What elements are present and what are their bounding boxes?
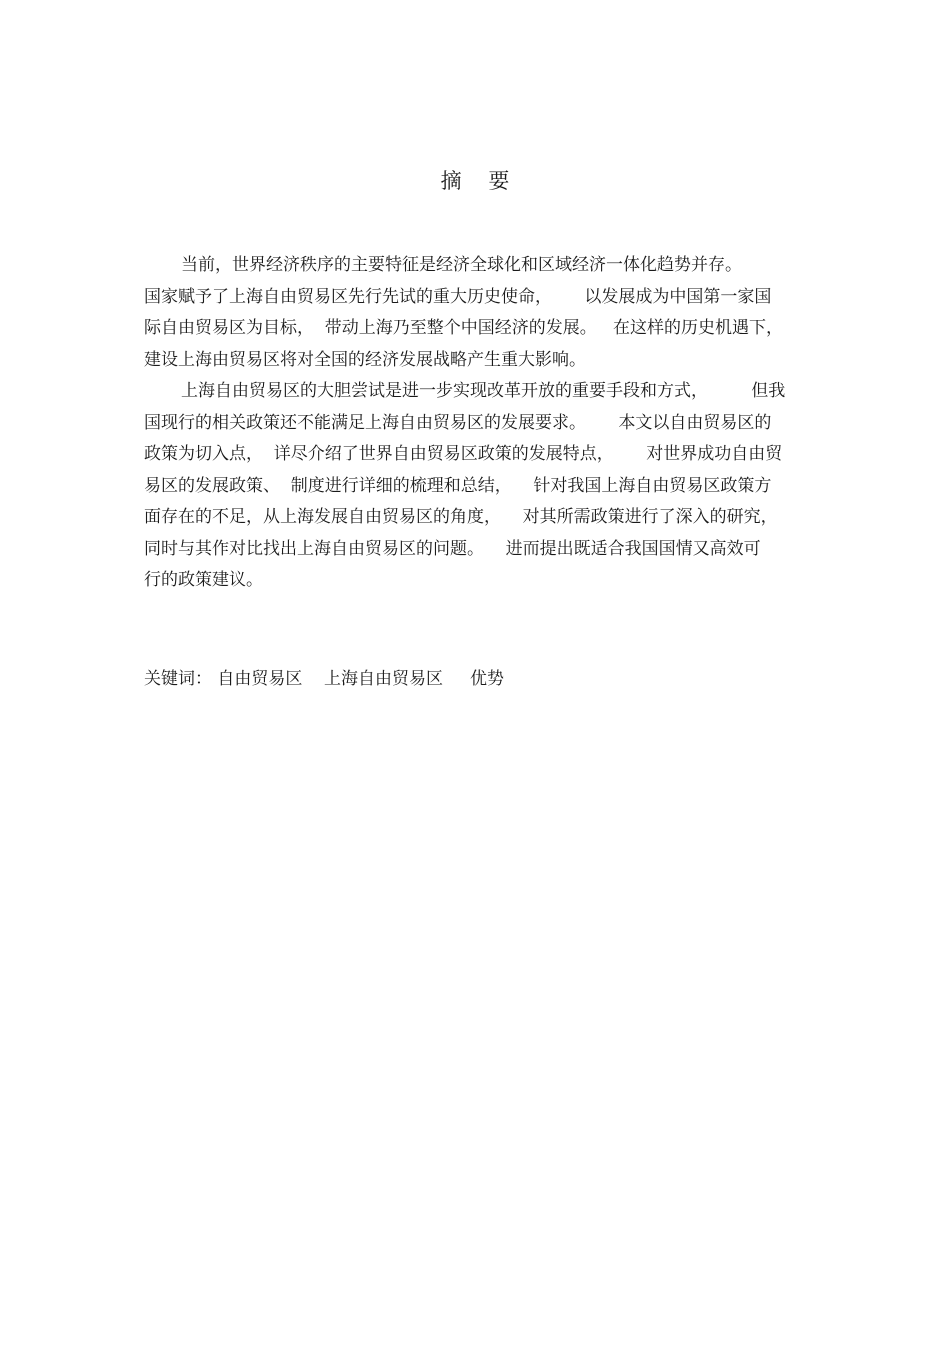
- text-line: 当前，世界经济秩序的主要特征是经济全球化和区域经济一体化趋势并存。: [181, 255, 742, 275]
- abstract-body: [144, 250, 814, 597]
- text-line: 国家赋予了上海自由贸易区先行先试的重大历史使命， 以发展成为中国第一家国: [144, 286, 772, 307]
- text-line: 易区的发展政策、 制度进行详细的梳理和总结， 针对我国上海自由贸易区政策方: [144, 475, 772, 496]
- text-line: 建设上海由贸易区将对全国的经济发展战略产生重大影响。: [144, 349, 586, 370]
- page-title: 摘 要: [440, 169, 510, 193]
- keywords-line: 关键词： 自由贸易区 上海自由贸易区 优势: [144, 669, 505, 689]
- text-line: 同时与其作对比找出上海自由贸易区的问题。 进而提出既适合我国国情又高效可: [144, 538, 761, 559]
- text-line: 国现行的相关政策还不能满足上海自由贸易区的发展要求。 本文以自由贸易区的: [144, 412, 772, 433]
- paragraph-1: [144, 250, 814, 376]
- text-line: 政策为切入点， 详尽介绍了世界自由贸易区政策的发展特点， 对世界成功自由贸: [144, 444, 783, 464]
- text-line: 上海自由贸易区的大胆尝试是进一步实现改革开放的重要手段和方式， 但我: [181, 381, 786, 401]
- text-line: 际自由贸易区为目标， 带动上海乃至整个中国经济的发展。 在这样的历史机遇下，: [144, 318, 784, 338]
- text-line: 行的政策建议。: [144, 570, 263, 590]
- text-line: 面存在的不足，从上海发展自由贸易区的角度， 对其所需政策进行了深入的研究，: [144, 507, 778, 527]
- paragraph-2: [144, 376, 814, 597]
